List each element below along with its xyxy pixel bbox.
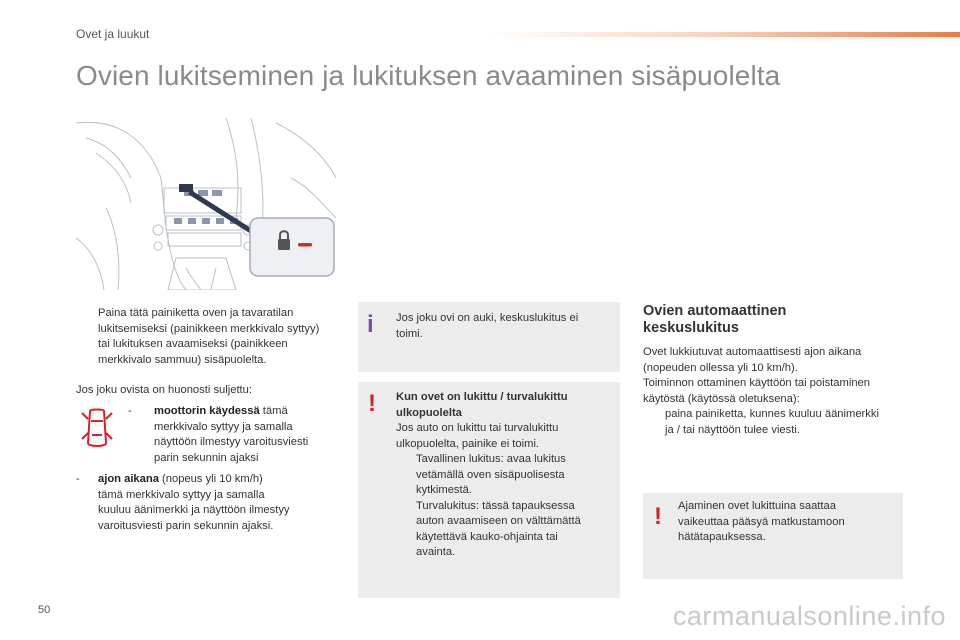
page-title: Ovien lukitseminen ja lukituksen avaaminen sisäpuolelta [76,60,781,91]
header-rule [486,32,960,37]
lock-button-zoom [250,218,334,276]
engine-running-item: - moottorin käydessä tämä merkkivalo syttyy ja samalla näyttöön ilmestyy varoitusviesti parin sekunnin ajaksi [128,405,309,464]
dashboard-illustration [76,118,336,290]
warning-box-locked-outside: ! Kun ovet on lukittu / turvalukittu ulkopuolelta Jos auto on lukittu tai turvalukittu ulkopuolelta, painike ei toimi. Tavallinen lukitus: avaa lukitus vetämällä oven sisäpuolisesta kytkimestä. Turvalukitus: tässä tapauksessa auton avaamiseen on välttämättä käytettävä kauko-ohjainta tai avainta. [358,382,620,598]
page-number: 50 [38,604,51,616]
bullet-icon [396,452,416,499]
warning-box-driving-locked: ! Ajaminen ovet lukittuina saattaa vaikeuttaa pääsyä matkustamoon hätätapauksessa. [643,493,903,579]
bullet-icon [396,499,416,561]
bullet-icon [643,407,665,438]
info-box: i Jos joku ovi on auki, keskuslukitus ei toimi. [358,302,620,372]
driving-item: - ajon aikana (nopeus yli 10 km/h) tämä merkkivalo syttyy ja samalla kuuluu äänimerkki ja näyttöön ilmestyy varoitusviesti parin sekunnin ajaksi. [76,473,290,532]
bullet-icon [76,306,98,368]
warning-icon: ! [654,503,662,530]
section-header: Ovet ja luukut [76,27,150,41]
watermark: carmanualsonline.info [672,601,946,631]
auto-locking-text: Ovet lukkiutuvat automaattisesti ajon aikana (nopeuden ollessa yli 10 km/h). Toiminnon ottaminen käyttöön tai poistaminen käytöstä (käytössä oletuksena): paina painiketta, kunnes kuuluu äänimerkki ja / tai näyttöön tulee viesti. [643,345,913,438]
indicator-light-icon [298,243,312,247]
press-instruction: Paina tätä painiketta oven ja tavaratilan lukitsemiseksi (painikkeen merkkivalo syttyy) tai lukituksen avaamiseksi (painikkeen merkkivalo sammuu) sisäpuolelta. [76,306,346,368]
improper-intro: Jos joku ovista on huonosti suljettu: [76,384,252,396]
door-open-warning-icon [80,407,114,449]
section-heading-auto-locking: Ovien automaattinen keskuslukitus [643,303,787,336]
callout-arrow [188,190,254,234]
warning-icon: ! [368,390,376,417]
info-icon: i [367,311,374,338]
